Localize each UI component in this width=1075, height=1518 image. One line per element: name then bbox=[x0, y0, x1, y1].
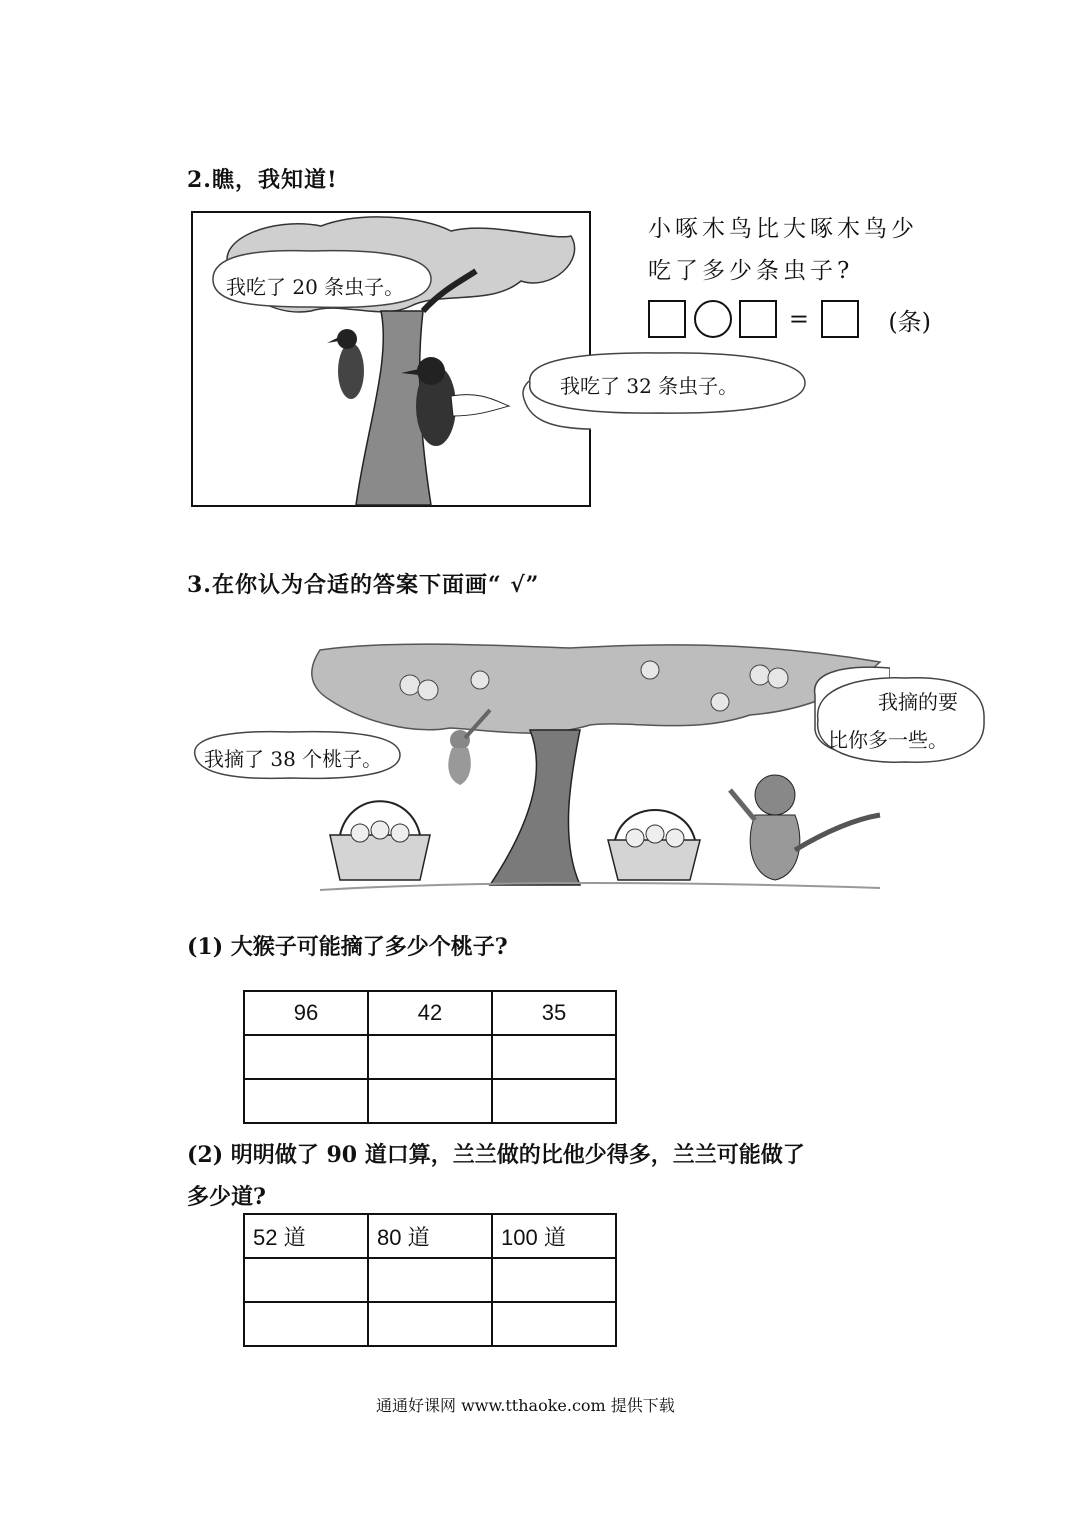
small-woodpecker-speech: 我吃了 20 条虫子。 bbox=[226, 275, 405, 299]
q3-heading: 3.在你认为合适的答案下面画“ √” bbox=[187, 572, 540, 598]
option-cell: 96 bbox=[244, 991, 368, 1035]
table-row bbox=[244, 991, 616, 1035]
answer-cell[interactable] bbox=[368, 1035, 492, 1079]
big-monkey-speech-line1: 我摘的要 bbox=[878, 690, 958, 714]
equals-sign: = bbox=[788, 305, 810, 333]
table-row bbox=[244, 1214, 616, 1258]
q2-heading: 2.瞧，我知道! bbox=[187, 167, 338, 193]
answer-cell[interactable] bbox=[244, 1079, 368, 1123]
answer-cell[interactable] bbox=[492, 1035, 616, 1079]
basket-right-icon bbox=[608, 810, 700, 880]
basket-left-icon bbox=[330, 801, 430, 880]
table-row bbox=[244, 1035, 616, 1079]
peach-tree-illustration bbox=[190, 640, 890, 900]
q2-equation bbox=[648, 300, 931, 338]
q3-part2-question-line2: 多少道? bbox=[187, 1184, 266, 1210]
big-woodpecker-speech: 我吃了 32 条虫子。 bbox=[560, 374, 739, 398]
equation-result-box[interactable] bbox=[821, 300, 859, 338]
equation-box-1[interactable] bbox=[648, 300, 686, 338]
big-monkey-icon bbox=[730, 775, 880, 880]
q2-question-line1: 小啄木鸟比大啄木鸟少 bbox=[648, 216, 918, 242]
answer-cell[interactable] bbox=[244, 1302, 368, 1346]
page-footer: 通通好课网 www.tthaoke.com 提供下载 bbox=[376, 1396, 675, 1415]
table-row bbox=[244, 1079, 616, 1123]
option-cell: 80 道 bbox=[368, 1214, 492, 1258]
table-row bbox=[244, 1258, 616, 1302]
big-monkey-speech-line2: 比你多一些。 bbox=[828, 728, 948, 752]
q2-question-line2: 吃了多少条虫子? bbox=[648, 258, 854, 284]
table-row bbox=[244, 1302, 616, 1346]
q3-part1-table bbox=[243, 990, 617, 1124]
answer-cell[interactable] bbox=[368, 1302, 492, 1346]
option-cell: 35 bbox=[492, 991, 616, 1035]
answer-cell[interactable] bbox=[244, 1258, 368, 1302]
answer-cell[interactable] bbox=[244, 1035, 368, 1079]
answer-cell[interactable] bbox=[492, 1079, 616, 1123]
option-cell: 42 bbox=[368, 991, 492, 1035]
option-cell: 100 道 bbox=[492, 1214, 616, 1258]
big-woodpecker-bubble bbox=[520, 348, 810, 418]
small-monkey-speech: 我摘了 38 个桃子。 bbox=[204, 747, 383, 771]
answer-cell[interactable] bbox=[492, 1302, 616, 1346]
answer-cell[interactable] bbox=[492, 1258, 616, 1302]
big-monkey-bubble bbox=[810, 670, 990, 770]
equation-operator-circle[interactable] bbox=[694, 300, 732, 338]
q3-part2-question-line1: (2) 明明做了 90 道口算，兰兰做的比他少得多，兰兰可能做了 bbox=[187, 1142, 805, 1168]
q3-part1-question: (1) 大猴子可能摘了多少个桃子? bbox=[187, 934, 508, 960]
unit-label: (条) bbox=[888, 307, 932, 336]
equation-box-2[interactable] bbox=[739, 300, 777, 338]
answer-cell[interactable] bbox=[368, 1079, 492, 1123]
option-cell: 52 道 bbox=[244, 1214, 368, 1258]
q3-part2-table bbox=[243, 1213, 617, 1347]
answer-cell[interactable] bbox=[368, 1258, 492, 1302]
